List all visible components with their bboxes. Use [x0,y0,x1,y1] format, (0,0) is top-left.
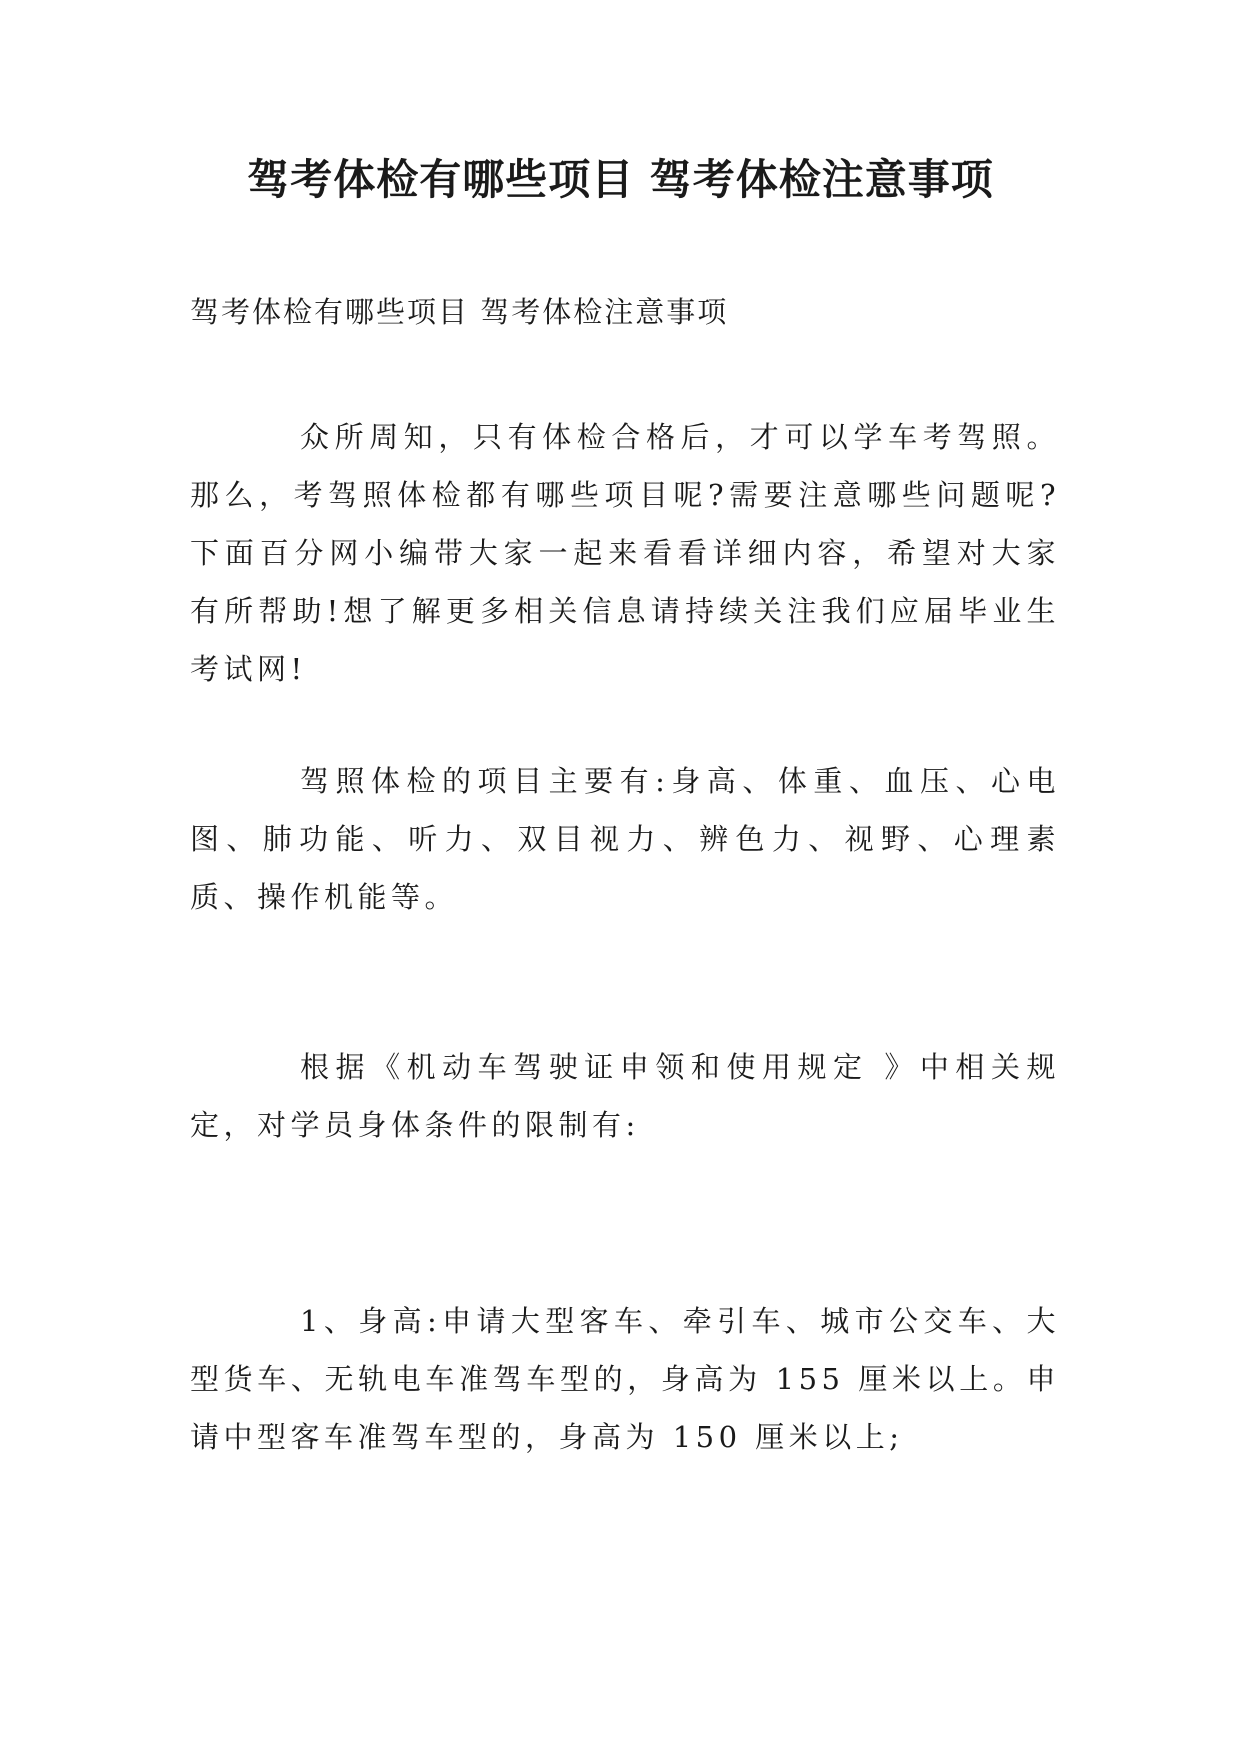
paragraph-height-requirement: 1、身高:申请大型客车、牵引车、城市公交车、大型货车、无轨电车准驾车型的，身高为 155 厘米以上。申请中型客车准驾车型的，身高为 150 厘米以上; [190,1304,1060,1454]
paragraph-exam-items: 驾照体检的项目主要有:身高、体重、血压、心电图、肺功能、听力、双目视力、辨色力、视野、心理素质、操作机能等。 [190,764,1060,914]
paragraph-intro: 众所周知，只有体检合格后，才可以学车考驾照。那么，考驾照体检都有哪些项目呢?需要注意哪些问题呢?下面百分网小编带大家一起来看看详细内容，希望对大家有所帮助!想了解更多相关信息请持续关注我们应届毕业生考试网! [190,420,1060,686]
document-subtitle: 驾考体检有哪些项目 驾考体检注意事项 [190,295,729,329]
paragraph-regulation: 根据《机动车驾驶证申领和使用规定 》中相关规定，对学员身体条件的限制有: [190,1050,1060,1142]
document-title: 驾考体检有哪些项目 驾考体检注意事项 [247,155,994,204]
